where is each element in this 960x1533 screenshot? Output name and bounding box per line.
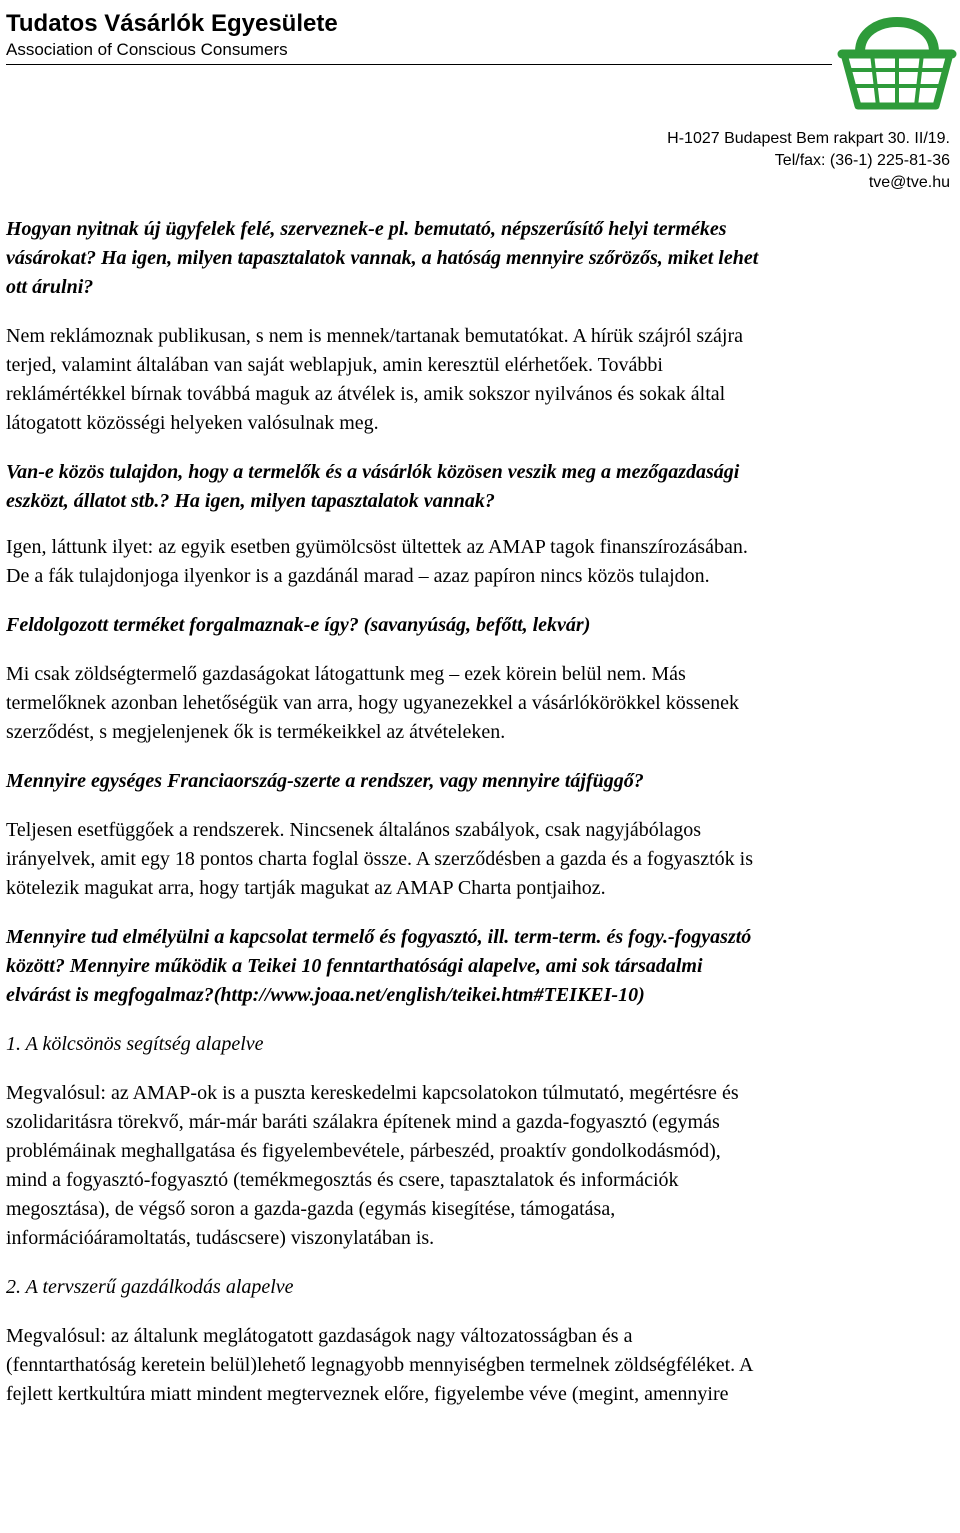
section-heading <box>6 1273 956 1302</box>
text-line: között? Mennyire működik a Teikei 10 fenntarthatósági alapelve, ami sok társadalmi <box>6 955 703 977</box>
text-line: termelőknek azonban lehetőségük van arra, hogy ugyanezekkel a vásárlókörökkel kössenek <box>6 692 740 714</box>
text-line: Hogyan nyitnak új ügyfelek felé, szerveznek-e pl. bemutató, népszerűsítő helyi termékes <box>6 218 727 240</box>
answer-paragraph <box>6 816 956 903</box>
contact-phone: Tel/fax: (36-1) 225-81-36 <box>774 152 950 169</box>
text-line: vásárokat? Ha igen, milyen tapasztalatok vannak, a hatóság mennyire szőrözős, miket lehet <box>6 247 759 269</box>
org-subtitle: Association of Conscious Consumers <box>6 40 288 59</box>
text-line: Teljesen esetfüggőek a rendszerek. Nincsenek általános szabályok, csak nagyjábólagos <box>6 819 701 841</box>
text-line: ott árulni? <box>6 276 94 298</box>
question-paragraph <box>6 923 956 1010</box>
text-line: Megvalósul: az általunk meglátogatott gazdaságok nagy változatosságban és a <box>6 1325 633 1347</box>
answer-paragraph <box>6 1322 956 1409</box>
text-line: Nem reklámoznak publikusan, s nem is mennek/tartanak bemutatókat. A hírük szájról szájra <box>6 325 744 347</box>
text-line: mind a fogyasztó-fogyasztó (temékmegosztás és csere, tapasztalatok és információk <box>6 1169 679 1191</box>
text-line: információáramoltatás, tudáscsere) viszonylatában is. <box>6 1227 435 1249</box>
text-line: Mennyire tud elmélyülni a kapcsolat termelő és fogyasztó, ill. term-term. és fogy.-fogyasztó <box>6 926 752 948</box>
text-line: terjed, valamint általában van saját weblapjuk, amin keresztül elérhetőek. További <box>6 354 663 376</box>
contact-email: tve@tve.hu <box>868 174 950 191</box>
question-paragraph <box>6 215 956 302</box>
answer-paragraph <box>6 322 956 438</box>
question-paragraph <box>6 767 956 796</box>
text-line: Van-e közös tulajdon, hogy a termelők és a vásárlók közösen veszik meg a mezőgazdasági <box>6 461 740 483</box>
basket-logo-icon <box>836 2 958 114</box>
answer-paragraph <box>6 533 956 591</box>
text-line: Mennyire egységes Franciaország-szerte a rendszer, vagy mennyire tájfüggő? <box>6 770 644 792</box>
text-line: eszközt, állatot stb.? Ha igen, milyen tapasztalatok vannak? <box>6 490 495 512</box>
text-line: szerződést, s megjelenjenek ők is termékeikkel az átvételeken. <box>6 721 506 743</box>
org-name: Tudatos Vásárlók Egyesülete <box>6 10 338 37</box>
answer-paragraph <box>6 1079 956 1253</box>
article-body <box>6 215 956 1409</box>
text-line: látogatott közösségi helyeken valósulnak meg. <box>6 412 379 434</box>
text-line: elvárást is megfogalmaz?(http://www.joaa.net/english/teikei.htm#TEIKEI-10) <box>6 984 645 1006</box>
contact-block <box>667 128 950 194</box>
text-line: szolidaritásra törekvő, már-már baráti szálakra építenek mind a gazda-fogyasztó (egymás <box>6 1111 720 1133</box>
header-divider <box>6 64 832 65</box>
text-line: kötelezik magukat arra, hogy tartják magukat az AMAP Charta pontjaihoz. <box>6 877 606 899</box>
text-line: Igen, láttunk ilyet: az egyik esetben gyümölcsöst ültettek az AMAP tagok finanszírozásában. <box>6 536 748 558</box>
text-line: 1. A kölcsönös segítség alapelve <box>6 1033 264 1055</box>
answer-paragraph <box>6 660 956 747</box>
section-heading <box>6 1030 956 1059</box>
text-line: 2. A tervszerű gazdálkodás alapelve <box>6 1276 294 1298</box>
question-paragraph <box>6 611 956 640</box>
text-line: Megvalósul: az AMAP-ok is a puszta kereskedelmi kapcsolatokon túlmutató, megértésre és <box>6 1082 739 1104</box>
text-line: irányelvek, amit egy 18 pontos charta foglal össze. A szerződésben a gazda és a fogyasztók is <box>6 848 753 870</box>
text-line: fejlett kertkultúra miatt mindent megterveznek előre, figyelembe véve (megint, amennyire <box>6 1383 729 1405</box>
text-line: Mi csak zöldségtermelő gazdaságokat látogattunk meg – ezek körein belül nem. Más <box>6 663 686 685</box>
text-line: De a fák tulajdonjoga ilyenkor is a gazdánál marad – azaz papíron nincs közös tulajdon. <box>6 565 710 587</box>
text-line: Feldolgozott terméket forgalmaznak-e így? (savanyúság, befőtt, lekvár) <box>6 614 591 636</box>
text-line: reklámértékkel bírnak továbbá maguk az átvélek is, amik sokszor nyilvános és sokak által <box>6 383 726 405</box>
question-paragraph <box>6 458 956 516</box>
contact-address: H-1027 Budapest Bem rakpart 30. II/19. <box>667 130 950 147</box>
text-line: megosztása), de végső soron a gazda-gazda (egymás kisegítése, támogatása, <box>6 1198 616 1220</box>
text-line: (fenntarthatóság keretein belül)lehető legnagyobb mennyiségben termelnek zöldségféléket. A <box>6 1354 754 1376</box>
text-line: problémáinak meghallgatása és figyelembevétele, párbeszéd, proaktív gondolkodásmód), <box>6 1140 721 1162</box>
